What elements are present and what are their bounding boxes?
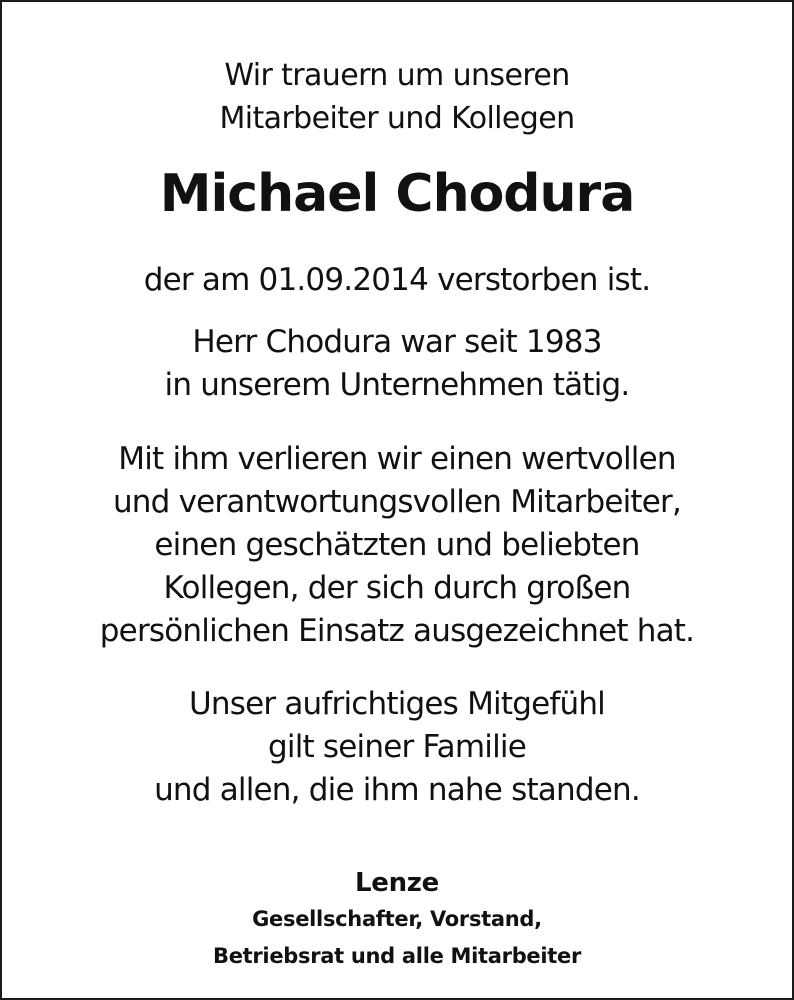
tribute-line-1: Mit ihm verlieren wir einen wertvollen: [118, 441, 676, 477]
tribute-line-5: persönlichen Einsatz ausgezeichnet hat.: [99, 613, 695, 649]
tribute-line-3: einen geschätzten und beliebten: [154, 527, 640, 563]
intro-line-2: Mitarbeiter und Kollegen: [219, 101, 575, 136]
date-line: der am 01.09.2014 verstorben ist.: [143, 262, 651, 298]
tribute-line-2: und verantwortungsvollen Mitarbeiter,: [112, 484, 682, 520]
deceased-name: Michael Chodura: [159, 164, 635, 224]
tenure-line-2: in unserem Unternehmen tätig.: [164, 367, 630, 403]
tribute-line-4: Kollegen, der sich durch großen: [163, 570, 631, 606]
signature-line-2: Betriebsrat und alle Mitarbeiter: [212, 944, 582, 968]
tenure-line-1: Herr Chodura war seit 1983: [192, 324, 602, 360]
signature-company: Lenze: [355, 868, 439, 898]
condolence-line-2: gilt seiner Familie: [268, 729, 526, 765]
intro-line-1: Wir trauern um unseren: [224, 58, 570, 93]
signature-line-1: Gesellschafter, Vorstand,: [252, 907, 542, 931]
condolence-line-1: Unser aufrichtiges Mitgefühl: [189, 686, 605, 722]
condolence-line-3: und allen, die ihm nahe standen.: [154, 772, 640, 808]
